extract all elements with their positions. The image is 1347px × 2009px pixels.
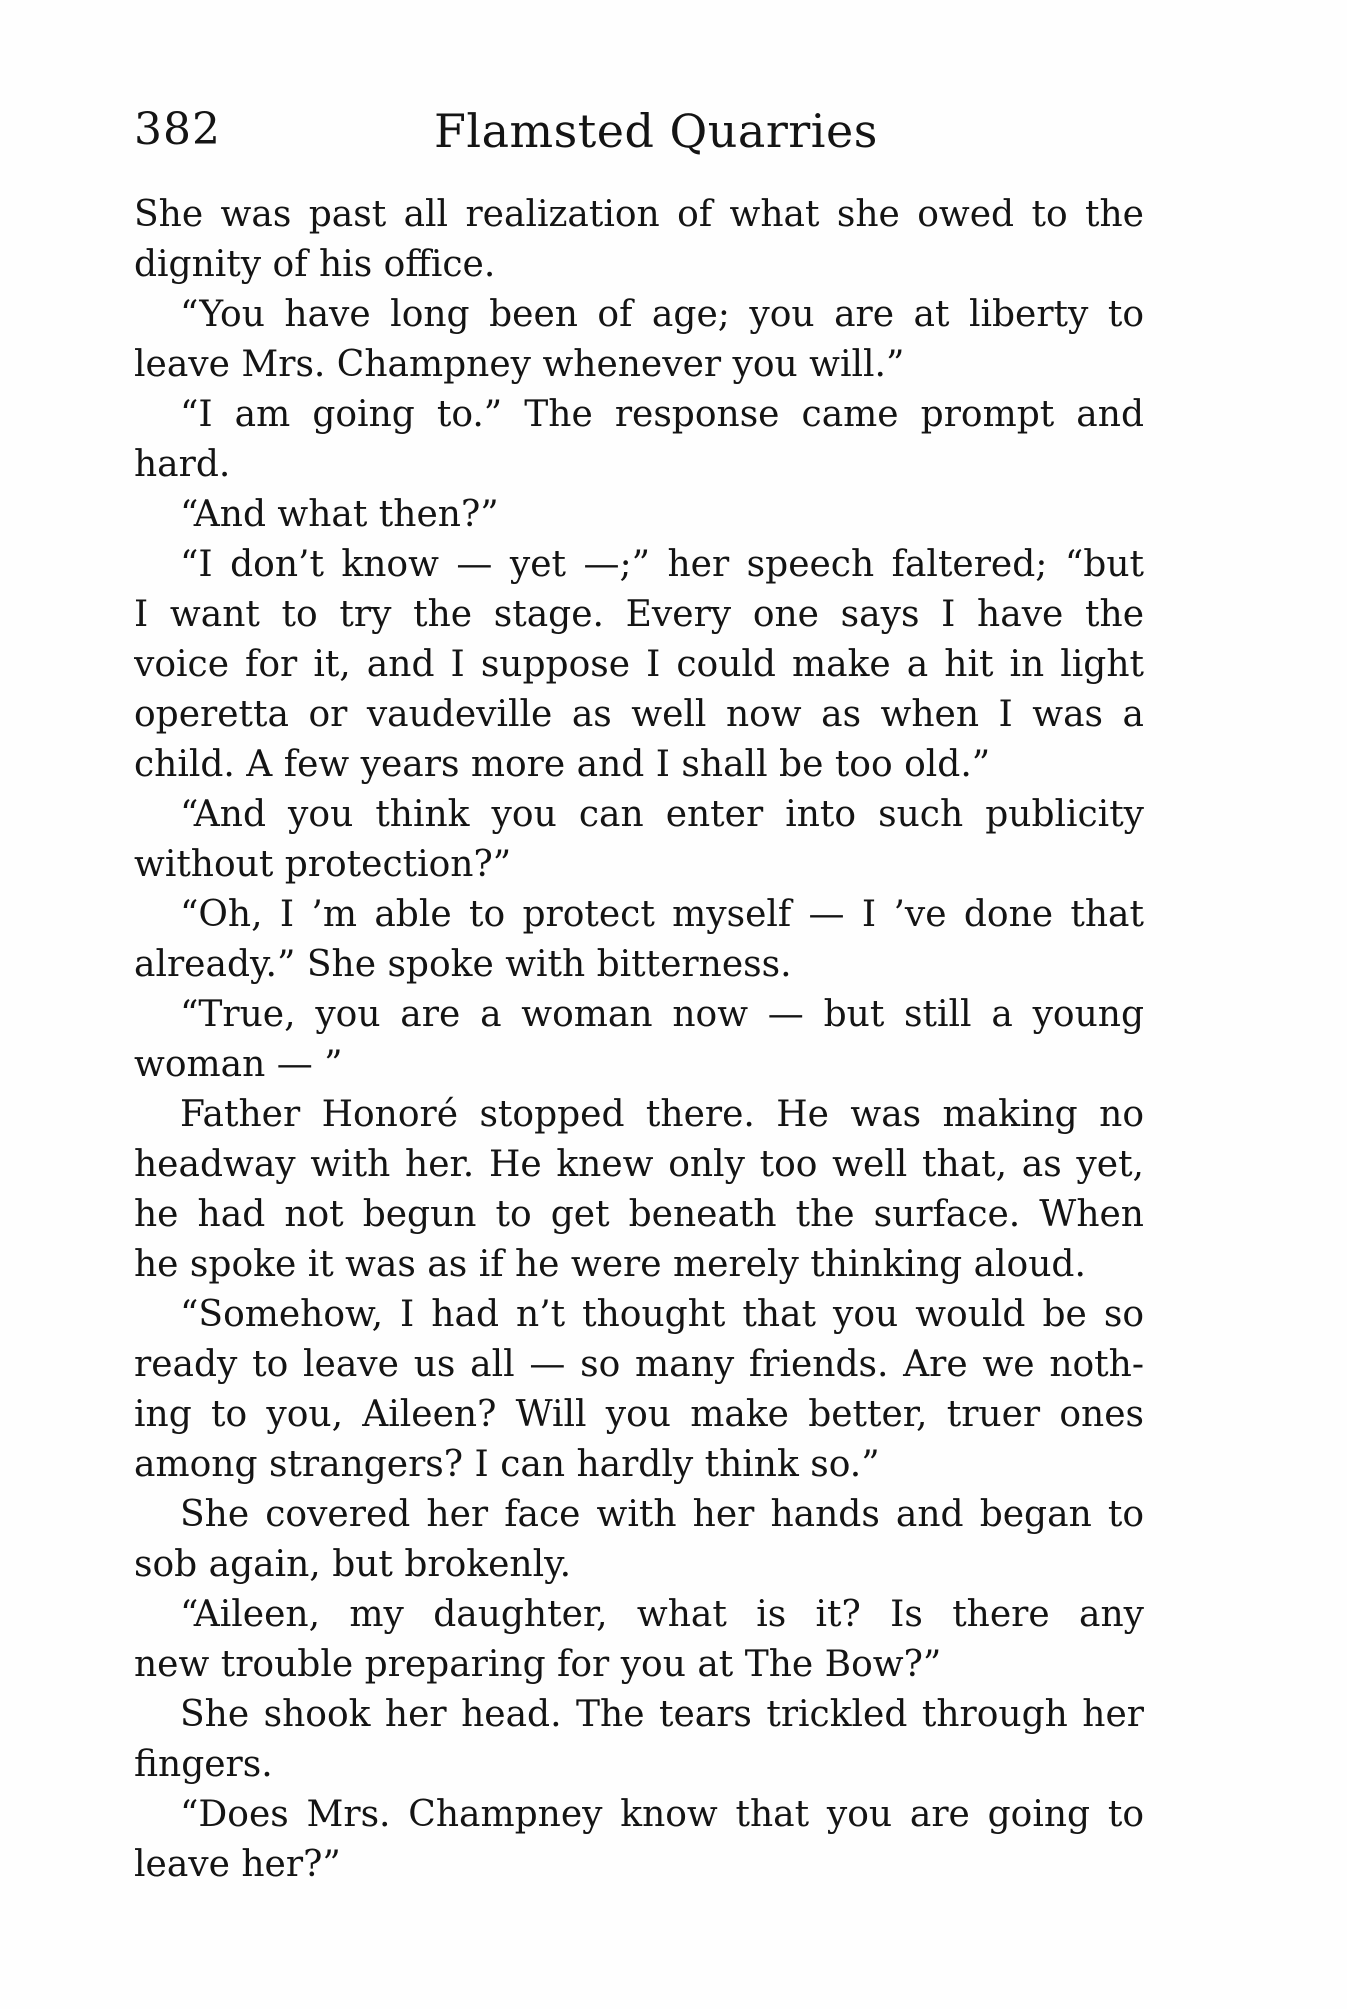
text-line: She was past all realization of what she owed to the [134,194,1144,235]
text-line: child. A few years more and I shall be too old.” [134,744,991,785]
running-title: Flamsted Quarries [434,104,878,158]
text-line: woman — ” [134,1044,343,1085]
text-line: “Somehow, I had n’t thought that you would be so [180,1294,1144,1335]
text-line: operetta or vaudeville as well now as when I was a [134,694,1144,735]
text-line: he had not begun to get beneath the surface. When [134,1194,1144,1235]
text-line: new trouble preparing for you at The Bow?” [134,1644,942,1685]
text-line: voice for it, and I suppose I could make a hit in light [134,644,1144,685]
text-line: “Aileen, my daughter, what is it? Is there any [180,1594,1144,1635]
text-line: I want to try the stage. Every one says I have the [134,594,1144,635]
text-line: ing to you, Aileen? Will you make better, truer ones [134,1394,1144,1435]
text-line: among strangers? I can hardly think so.” [134,1444,880,1485]
text-line: She shook her head. The tears trickled through her [180,1694,1144,1735]
text-line: fingers. [134,1744,273,1785]
text-line: She covered her face with her hands and began to [180,1494,1144,1535]
text-line: headway with her. He knew only too well that, as yet, [134,1144,1144,1185]
text-line: leave Mrs. Champney whenever you will.” [134,344,905,385]
text-line: he spoke it was as if he were merely thinking aloud. [134,1244,1086,1285]
text-line: leave her?” [134,1844,341,1885]
text-line: Father Honoré stopped there. He was making no [180,1094,1144,1135]
running-head [134,104,1144,174]
text-line: “True, you are a woman now — but still a young [180,994,1144,1035]
text-line: already.” She spoke with bitterness. [134,944,792,985]
text-line: “You have long been of age; you are at liberty to [180,294,1144,335]
text-line: sob again, but brokenly. [134,1544,572,1585]
text-line: without protection?” [134,844,512,885]
text-line: “Does Mrs. Champney know that you are going to [180,1794,1144,1835]
body-text [134,190,1144,1890]
text-line: ready to leave us all — so many friends. Are we noth- [134,1344,1144,1385]
text-line: “I don’t know — yet —;” her speech faltered; “but [180,544,1144,585]
text-line: hard. [134,444,231,485]
text-line: “And what then?” [180,494,499,535]
text-line: “I am going to.” The response came prompt and [180,394,1144,435]
page-number: 382 [134,104,221,155]
text-line: “And you think you can enter into such publicity [180,794,1144,835]
text-line: “Oh, I ’m able to protect myself — I ’ve done that [180,894,1144,935]
text-line: dignity of his office. [134,244,496,285]
